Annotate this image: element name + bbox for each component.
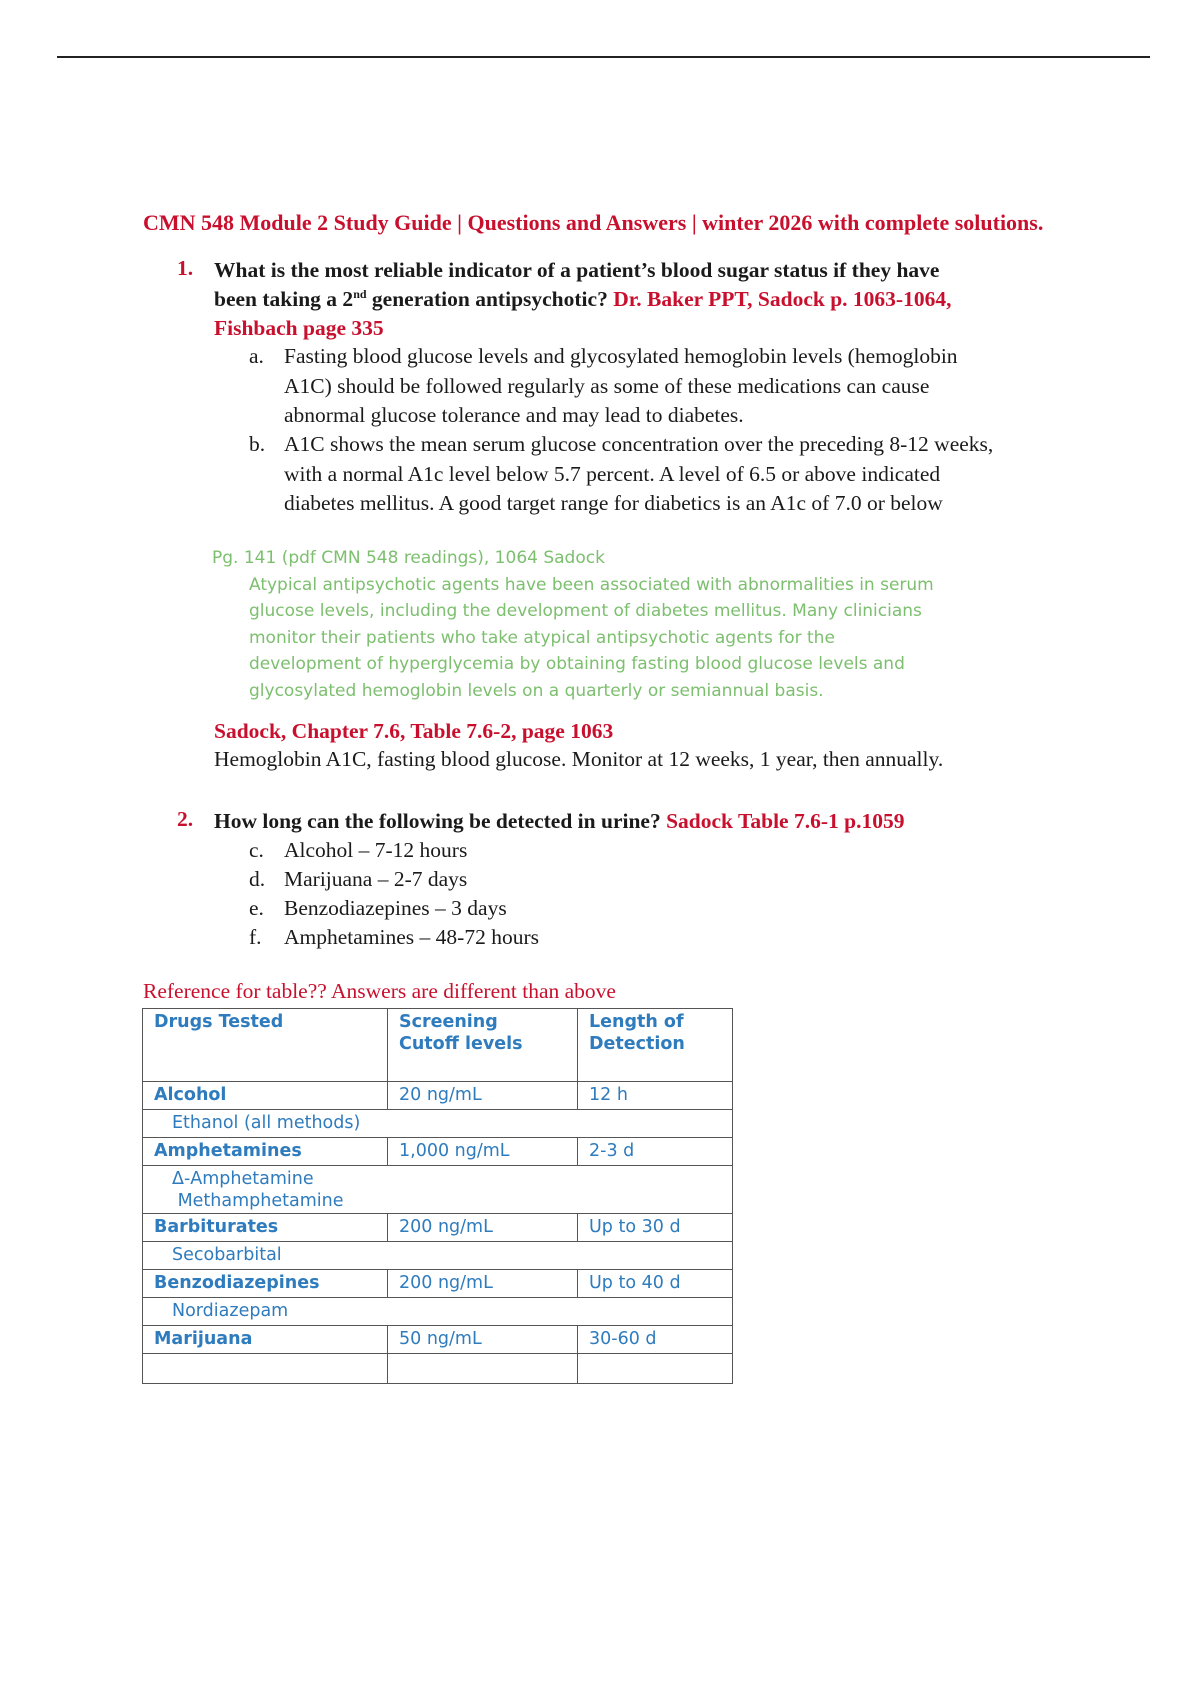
drug-compound: Δ-Amphetamine Methamphetamine xyxy=(143,1166,733,1214)
detection-length: 2-3 d xyxy=(578,1138,733,1166)
header-rule xyxy=(57,56,1150,58)
sadock-answer: Hemoglobin A1C, fasting blood glucose. Monitor at 12 weeks, 1 year, then annually. xyxy=(214,747,944,771)
sadock-reference: Sadock, Chapter 7.6, Table 7.6-2, page 1063 xyxy=(214,719,614,743)
table-reference-note: Reference for table?? Answers are different than above xyxy=(143,979,616,1003)
table-subrow xyxy=(143,1166,733,1214)
cutoff-level: 50 ng/mL xyxy=(388,1326,578,1354)
drug-compound: Ethanol (all methods) xyxy=(143,1110,733,1138)
table-row xyxy=(143,1270,733,1298)
detection-length: Up to 30 d xyxy=(578,1214,733,1242)
drug-compound: Secobarbital xyxy=(143,1242,733,1270)
table-header-row xyxy=(143,1009,733,1082)
drug-name: Amphetamines xyxy=(143,1138,388,1166)
column-header: Drugs Tested xyxy=(143,1009,388,1082)
question-reference: Dr. Baker PPT, Sadock p. 1063-1064, xyxy=(607,287,952,311)
excerpt-heading: Pg. 141 (pdf CMN 548 readings), 1064 Sadock xyxy=(212,548,605,568)
table-subrow xyxy=(143,1110,733,1138)
question-number: 2. xyxy=(177,807,194,831)
question-reference: Sadock Table 7.6-1 p.1059 xyxy=(660,809,905,833)
cutoff-level: 200 ng/mL xyxy=(388,1214,578,1242)
question-text: What is the most reliable indicator of a patient’s blood sugar status if they have been taking a 2nd generation antipsychotic? Dr. Baker PPT, Sadock p. 1063-1064, Fishbach page 335 xyxy=(214,256,1094,343)
table-row xyxy=(143,1082,733,1110)
drug-detection-table xyxy=(142,1008,733,1384)
cutoff-level: 1,000 ng/mL xyxy=(388,1138,578,1166)
textbook-excerpt: Pg. 141 (pdf CMN 548 readings), 1064 Sadock Atypical antipsychotic agents have been associated with abnormalities in serum glucose levels, including the development of diabetes mellitus. Many clinicians monitor their patients who take atypical antipsychotic agents for the development of hyperglycemia by obtaining fasting blood glucose levels and glycosylated hemoglobin levels on a quarterly or semiannual basis. xyxy=(212,545,934,704)
detection-length: Up to 40 d xyxy=(578,1270,733,1298)
drug-compound: Nordiazepam xyxy=(143,1298,733,1326)
cutoff-level: 200 ng/mL xyxy=(388,1270,578,1298)
question-reference-cont: Fishbach page 335 xyxy=(214,316,384,340)
question-number: 1. xyxy=(177,256,194,280)
detection-length: 30-60 d xyxy=(578,1326,733,1354)
table-row xyxy=(143,1326,733,1354)
table-row xyxy=(143,1214,733,1242)
drug-name: Alcohol xyxy=(143,1082,388,1110)
drug-name: Benzodiazepines xyxy=(143,1270,388,1298)
document-title: CMN 548 Module 2 Study Guide | Questions and Answers | winter 2026 with complete solutions. xyxy=(143,210,1044,235)
drug-name: Marijuana xyxy=(143,1326,388,1354)
table-subrow xyxy=(143,1298,733,1326)
column-header: Screening Cutoff levels xyxy=(388,1009,578,1082)
cutoff-level: 20 ng/mL xyxy=(388,1082,578,1110)
column-header: Length of Detection xyxy=(578,1009,733,1082)
drug-name: Barbiturates xyxy=(143,1214,388,1242)
detection-length: 12 h xyxy=(578,1082,733,1110)
question-text: How long can the following be detected in urine? Sadock Table 7.6-1 p.1059 xyxy=(214,809,905,833)
table-subrow xyxy=(143,1242,733,1270)
table-empty-row xyxy=(143,1354,733,1384)
table-row xyxy=(143,1138,733,1166)
